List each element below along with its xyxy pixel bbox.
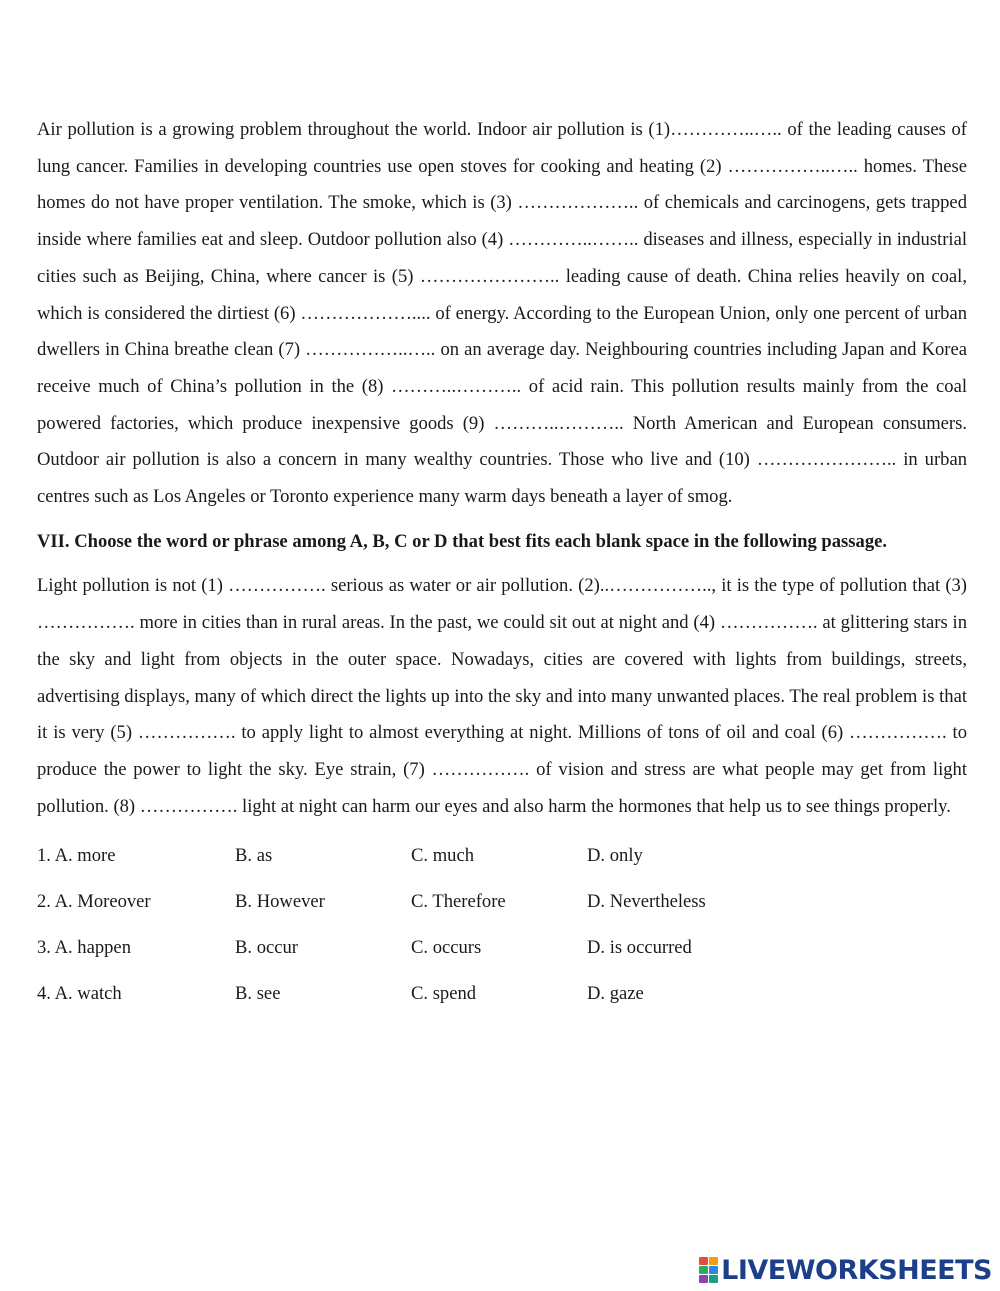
- option-d[interactable]: D. is occurred: [587, 937, 692, 959]
- option-b[interactable]: B. However: [235, 891, 325, 913]
- worksheet-page: [37, 112, 967, 1017]
- option-c[interactable]: C. Therefore: [411, 891, 506, 913]
- option-b[interactable]: B. occur: [235, 937, 298, 959]
- option-d[interactable]: D. gaze: [587, 983, 644, 1005]
- section-heading: VII. Choose the word or phrase among A, B, C or D that best fits each blank space in the following passage.: [37, 530, 888, 552]
- option-b[interactable]: B. as: [235, 845, 273, 867]
- logo-text: LIVEWORKSHEETS: [721, 1254, 992, 1286]
- option-a[interactable]: 2. A. Moreover: [37, 891, 151, 913]
- option-c[interactable]: C. spend: [411, 983, 477, 1005]
- option-b[interactable]: B. see: [235, 983, 281, 1005]
- option-d[interactable]: D. only: [587, 845, 643, 867]
- answer-options: [37, 833, 967, 1017]
- question-row: [37, 879, 967, 925]
- light-pollution-passage: Light pollution is not (1) ……………. serious as water or air pollution. (2)..…………….., it is the type of pollution that (3) ……………. more in cities than in rural areas. In the past, we could sit out at night and (4) ……………. at glittering stars in the sky and light from objects in the outer space. Nowadays, cities are covered with lights from buildings, streets, advertising displays, many of which direct the lights up into the sky and into many unwanted places. The real problem is that it is very (5) ……………. to apply light to almost everything at night. Millions of tons of oil and coal (6) ……………. to produce the power to light the sky. Eye strain, (7) ……………. of vision and stress are what people may get from light pollution. (8) ……………. light at night can harm our eyes and also harm the hormones that help us to see things properly.: [37, 575, 967, 817]
- liveworksheets-logo: [699, 1253, 992, 1287]
- option-a[interactable]: 4. A. watch: [37, 983, 122, 1005]
- question-row: [37, 833, 967, 879]
- option-d[interactable]: D. Nevertheless: [587, 891, 706, 913]
- option-c[interactable]: C. occurs: [411, 937, 482, 959]
- option-a[interactable]: 1. A. more: [37, 845, 116, 867]
- option-a[interactable]: 3. A. happen: [37, 937, 131, 959]
- logo-mark-icon: [699, 1257, 718, 1283]
- question-row: [37, 971, 967, 1017]
- question-row: [37, 925, 967, 971]
- option-c[interactable]: C. much: [411, 845, 475, 867]
- air-pollution-passage: Air pollution is a growing problem throughout the world. Indoor air pollution is (1)…………..….. of the leading causes of lung cancer. Families in developing countries use open stoves for cooking and heating (2) ……………..….. homes. These homes do not have proper ventilation. The smoke, which is (3) ……………….. of chemicals and carcinogens, gets trapped inside where families eat and sleep. Outdoor pollution also (4) …………..…….. diseases and illness, especially in industrial cities such as Beijing, China, where cancer is (5) ………………….. leading cause of death. China relies heavily on coal, which is considered the dirtiest (6) ……………….... of energy. According to the European Union, only one percent of urban dwellers in China breathe clean (7) ……………..….. on an average day. Neighbouring countries including Japan and Korea receive much of China’s pollution in the (8) ………..……….. of acid rain. This pollution results mainly from the coal powered factories, which produce inexpensive goods (9) ………..……….. North American and European consumers. Outdoor air pollution is also a concern in many wealthy countries. Those who live and (10) ………………….. in urban centres such as Los Angeles or Toronto experience many warm days beneath a layer of smog.: [37, 119, 967, 508]
